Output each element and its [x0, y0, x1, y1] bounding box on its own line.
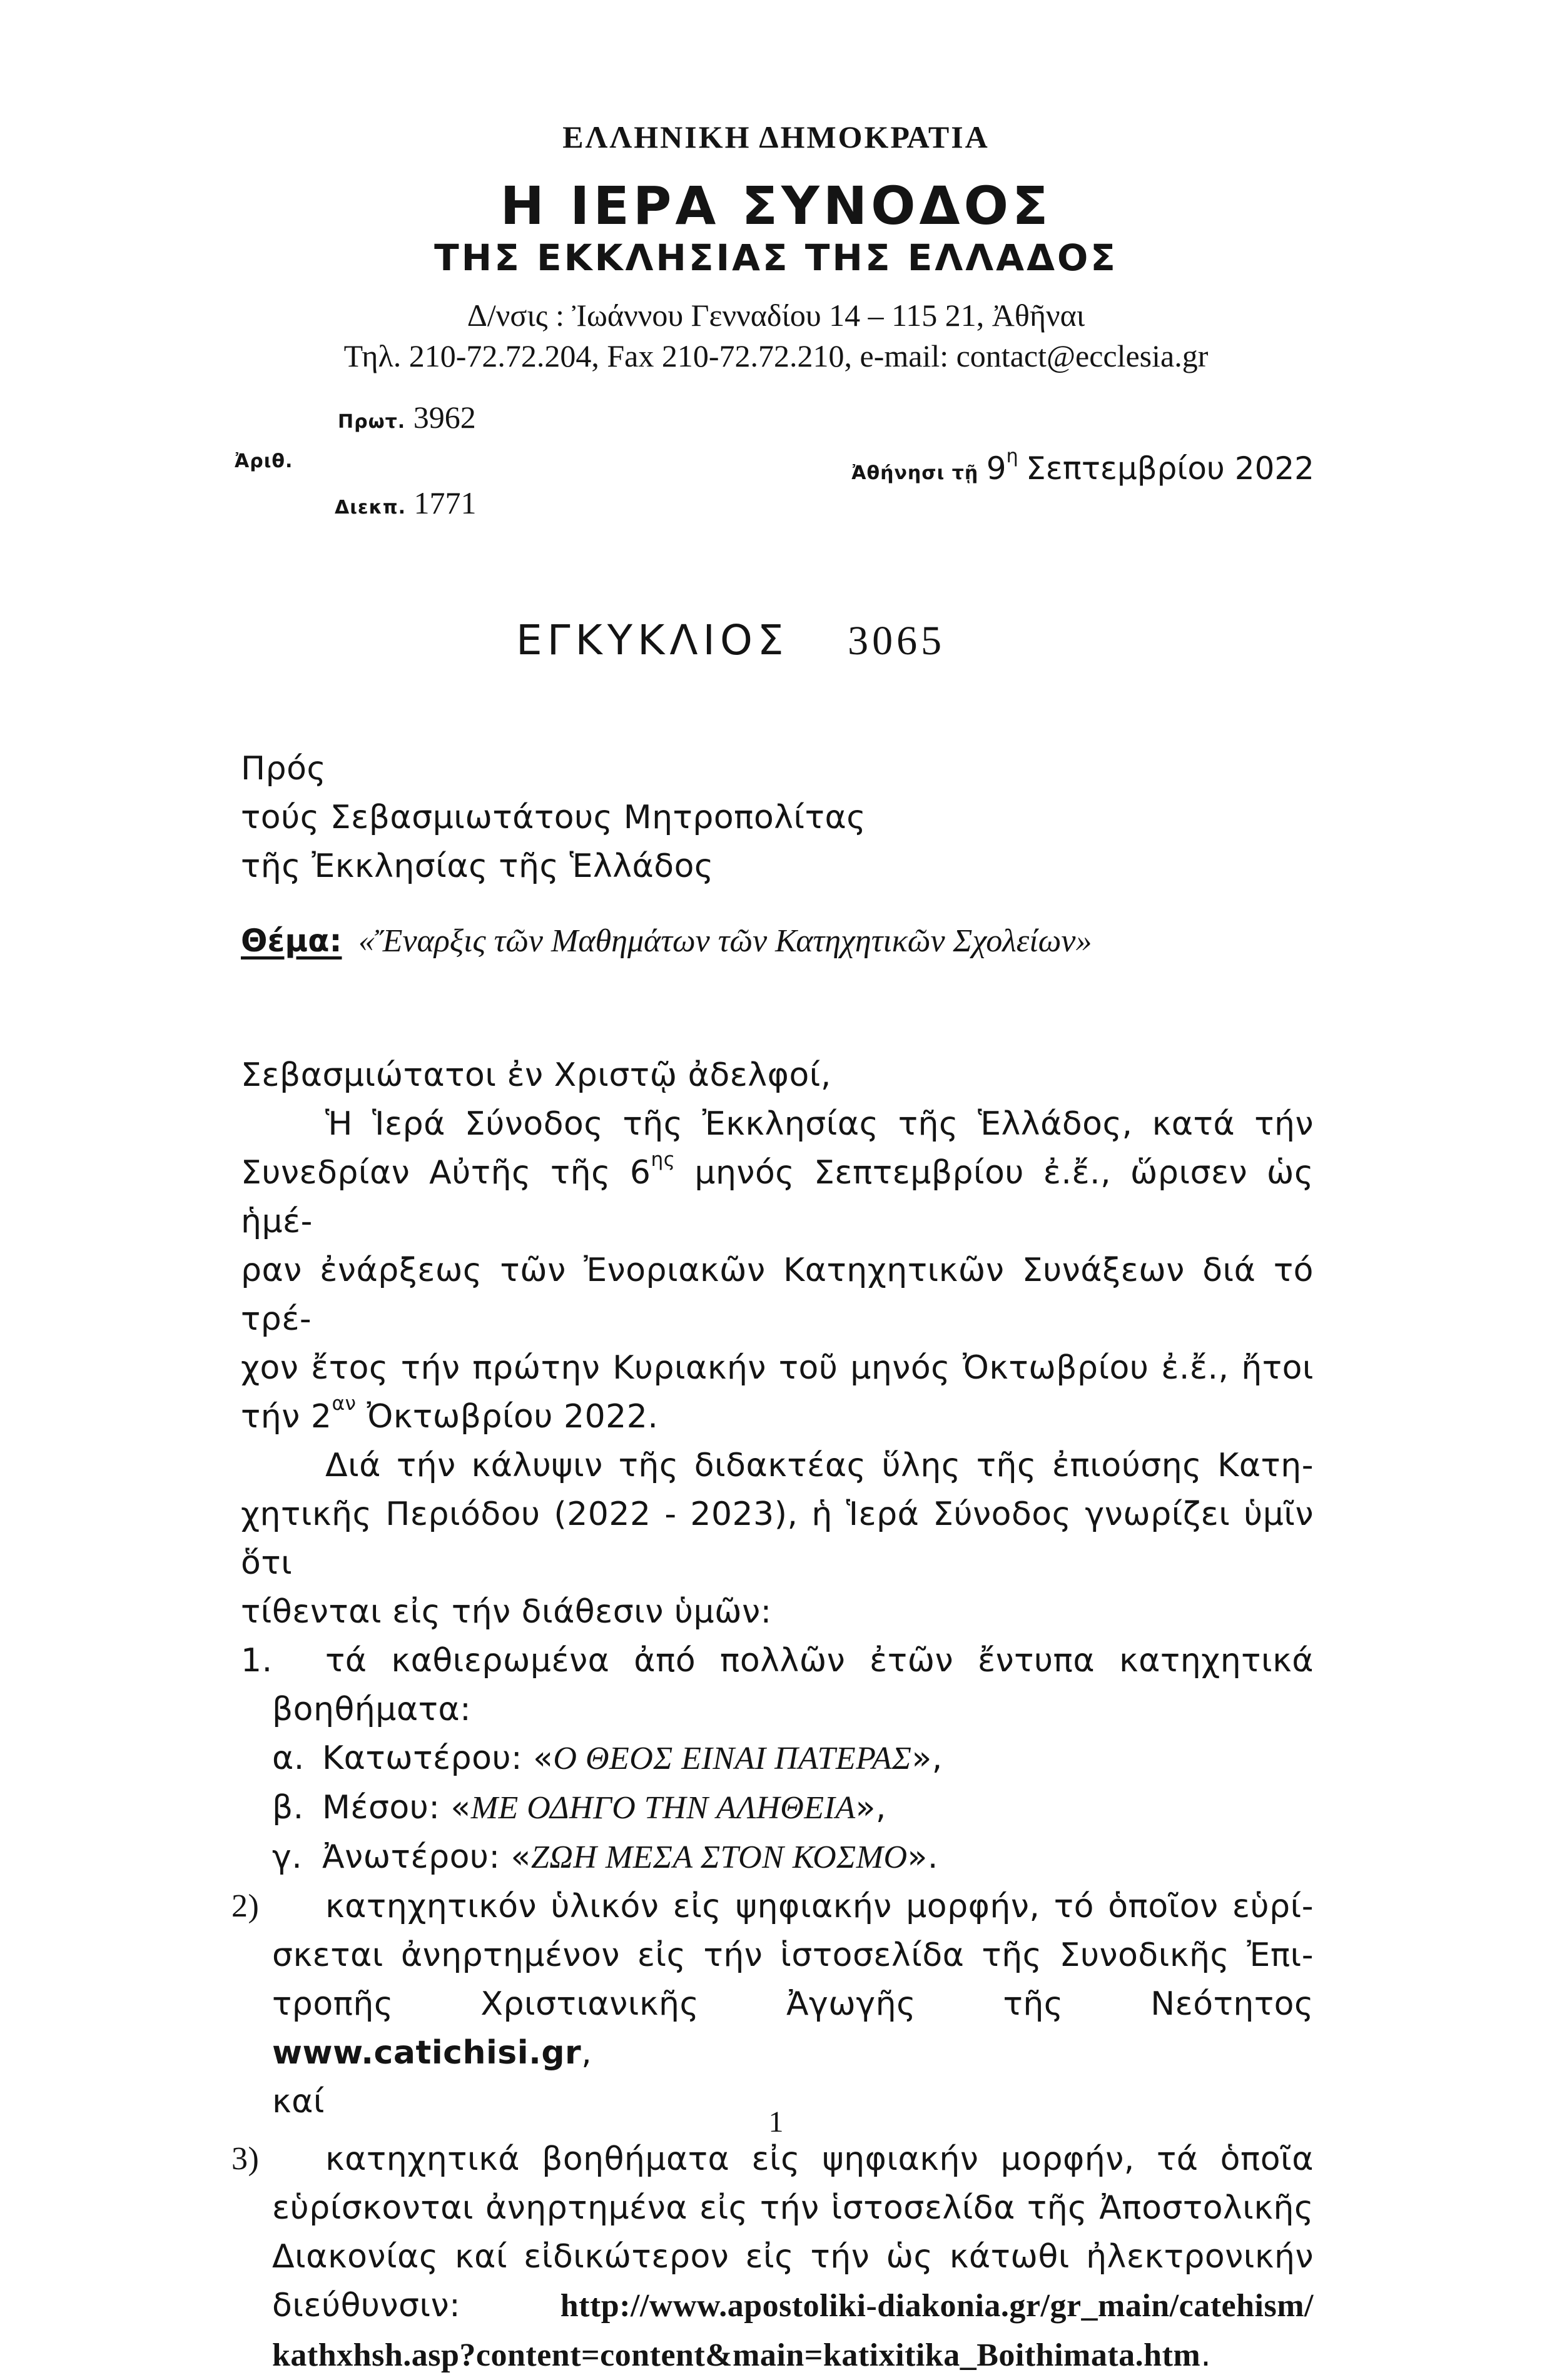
list-item-3-number: 3)	[231, 2141, 260, 2177]
paragraph-1-line-3: ραν ἐνάρξεως τῶν Ἐνοριακῶν Κατηχητικῶν Συνάξεων διά τό τρέ-	[241, 1252, 1314, 1338]
book-title-upper: ΖΩΗ ΜΕΣΑ ΣΤΟΝ ΚΟΣΜΟ	[530, 1840, 908, 1875]
letter-body	[231, 1051, 1314, 2380]
subject-label: Θέμα:	[241, 923, 342, 959]
list-item-2	[231, 1882, 1314, 2126]
arith-label: Ἀριθ.	[235, 450, 293, 472]
list-item-3-line-5: kathxhsh.asp?content=content&main=katixitika_Boithimata.htm.	[272, 2336, 1212, 2374]
recipient-line-2: τούς Σεβασμιωτάτους Μητροπολίτας	[241, 799, 866, 836]
header-republic: ΕΛΛΗΝΙΚΗ ΔΗΜΟΚΡΑΤΙΑ	[562, 119, 990, 154]
header-subtitle: ΤΗΣ ΕΚΚΛΗΣΙΑΣ ΤΗΣ ΕΛΛΑΔΟΣ	[434, 236, 1118, 279]
book-title-middle: ΜΕ ΟΔΗΓΟ ΤΗΝ ΑΛΗΘΕΙΑ	[470, 1790, 856, 1826]
sub-item-c: γ. Ἀνωτέρου: «ΖΩΗ ΜΕΣΑ ΣΤΟΝ ΚΟΣΜΟ».	[241, 1833, 1314, 1882]
apostoliki-url-part-1[interactable]: http://www.apostoliki-diakonia.gr/gr_main/catehism/	[560, 2288, 1314, 2324]
list-item-2-line-3: τροπῆς Χριστιανικῆς Ἀγωγῆς τῆς Νεότητος www.catichisi.gr,	[272, 1985, 1314, 2072]
date-line	[851, 445, 1314, 487]
paragraph-1-line-4: χον ἔτος τήν πρώτην Κυριακήν τοῦ μηνός Ὀκτωβρίου ἐ.ἔ., ἤτοι	[241, 1349, 1314, 1387]
paragraph-1-line-1: Ἡ Ἱερά Σύνοδος τῆς Ἐκκλησίας τῆς Ἑλλάδος, κατά τήν	[325, 1105, 1314, 1143]
header-address: Δ/νσις : Ἰωάννου Γενναδίου 14 – 115 21, Ἀθῆναι	[467, 298, 1085, 333]
recipient-block	[241, 744, 1304, 891]
paragraph-1-line-2: Συνεδρίαν Αὐτῆς τῆς $6^{\eta\varsigma}$ μηνός Σεπτεμβρίου ἐ.ἔ., ὥρισεν ὡς ἡμέ-	[241, 1148, 1314, 1240]
paragraph-2-line-3: τίθενται εἰς τήν διάθεσιν ὑμῶν:	[241, 1593, 772, 1631]
dispatch-label: Διεκπ.	[335, 497, 407, 519]
list-item-3-line-2: εὑρίσκονται ἀνηρτημένα εἰς τήν ἱστοσελίδα τῆς Ἀποστολικῆς	[272, 2189, 1314, 2227]
date-prefix: Ἀθήνησι τῇ	[851, 462, 979, 484]
paragraph-2-line-1: Διά τήν κάλυψιν τῆς διδακτέας ὕλης τῆς ἐπιούσης Κατη-	[325, 1447, 1314, 1484]
page-number: 1	[768, 2105, 784, 2139]
list-item-3-line-4: διεύθυνσιν: http://www.apostoliki-diakonia.gr/gr_main/catehism/	[272, 2287, 1314, 2324]
date-day: $9^\eta$	[986, 445, 1018, 487]
greeting: Σεβασμιώτατοι ἐν Χριστῷ ἀδελφοί,	[241, 1056, 831, 1094]
subject-line	[241, 923, 1092, 960]
paragraph-1-line-5: τήν $2^{\alpha\nu}$ Ὀκτωβρίου 2022.	[241, 1392, 659, 1436]
sub-item-b: β. Μέσου: «ΜΕ ΟΔΗΓΟ ΤΗΝ ΑΛΗΘΕΙΑ»,	[241, 1783, 1314, 1833]
paragraph-2-line-2: χητικῆς Περιόδου (2022 - 2023), ἡ Ἱερά Σύνοδος γνωρίζει ὑμῖν ὅτι	[241, 1496, 1314, 1582]
sub-item-c-marker: γ.	[272, 1838, 303, 1876]
list-item-1-line-1: τά καθιερωμένα ἀπό πολλῶν ἐτῶν ἔντυπα κατηχητικά	[325, 1642, 1314, 1679]
circular-number: 3065	[848, 618, 946, 664]
sub-item-b-marker: β.	[272, 1789, 304, 1826]
sub-item-a-marker: α.	[272, 1739, 305, 1777]
list-item-2-line-4: καί	[272, 2083, 325, 2120]
recipient-line-3: τῆς Ἐκκλησίας τῆς Ἑλλάδος	[241, 848, 714, 885]
protocol-number-line	[338, 399, 476, 435]
apostoliki-url-part-2[interactable]: kathxhsh.asp?content=content&main=katixitika_Boithimata.htm	[272, 2337, 1201, 2373]
dispatch-number: 1771	[413, 485, 477, 520]
protocol-label: Πρωτ.	[338, 411, 406, 433]
list-item-2-number: 2)	[231, 1888, 260, 1924]
book-title-lower: Ο ΘΕΟΣ ΕΙΝΑΙ ΠΑΤΕΡΑΣ	[553, 1741, 912, 1776]
list-item-3-line-1: κατηχητικά βοηθήματα εἰς ψηφιακήν μορφήν, τά ὁποῖα	[325, 2140, 1314, 2178]
subject-text: «Ἔναρξις τῶν Μαθημάτων τῶν Κατηχητικῶν Σχολείων»	[358, 923, 1092, 959]
list-item-1-line-2: βοηθήματα:	[272, 1691, 472, 1728]
circular-label: ΕΓΚΥΚΛΙΟΣ	[516, 616, 789, 664]
sub-item-a: α. Κατωτέρου: «Ο ΘΕΟΣ ΕΙΝΑΙ ΠΑΤΕΡΑΣ»,	[241, 1734, 1314, 1783]
list-item-2-line-2: σκεται ἀνηρτημένον εἰς τήν ἱστοσελίδα τῆς Συνοδικῆς Ἐπι-	[272, 1937, 1314, 1974]
list-item-3	[231, 2135, 1314, 2380]
recipient-line-1: Πρός	[241, 750, 327, 787]
dispatch-number-line	[335, 485, 477, 521]
date-rest: Σεπτεμβρίου 2022	[1026, 450, 1314, 487]
catichisi-link[interactable]: www.catichisi.gr	[272, 2034, 582, 2072]
protocol-number: 3962	[413, 400, 476, 435]
list-item-2-line-1: κατηχητικόν ὑλικόν εἰς ψηφιακήν μορφήν, τό ὁποῖον εὑρί-	[325, 1888, 1314, 1925]
list-item-3-line-3: Διακονίας καί εἰδικώτερον εἰς τήν ὡς κάτωθι ἠλεκτρονικήν	[272, 2238, 1314, 2276]
circular-heading	[516, 616, 945, 665]
header-contact: Τηλ. 210-72.72.204, Fax 210-72.72.210, e-mail: contact@ecclesia.gr	[343, 338, 1209, 373]
list-item-1-number: 1.	[241, 1642, 273, 1679]
list-item-1	[241, 1636, 1314, 1734]
header-title: Η ΙΕΡΑ ΣΥΝΟΔΟΣ	[500, 175, 1052, 236]
